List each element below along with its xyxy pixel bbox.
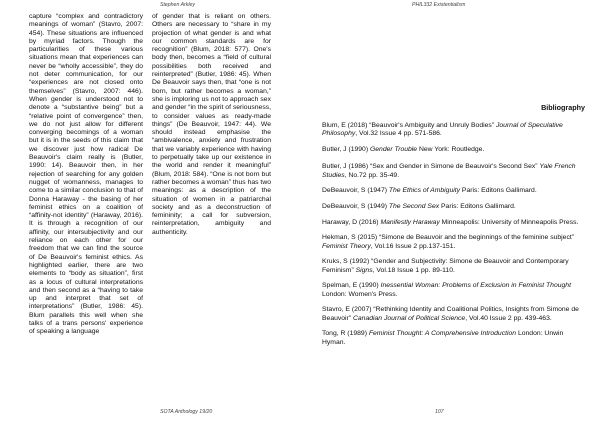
bibliography-entry	[322, 122, 584, 139]
entry-title: The Second Sex	[388, 203, 440, 210]
entry-title: Journal of Speculative Philosophy	[322, 122, 563, 138]
entry-publication: , No.72 pp. 35-49.	[344, 171, 400, 179]
bibliography-entry	[322, 187, 584, 195]
bibliography-entry	[322, 258, 584, 275]
body-paragraph: of gender that is reliant on others. Others are necessary to “share in my projection of what gender is and what our common standards are for recognition” (Blum, 2018: 577). One's body then, becomes a “field of cultural possibilities both received and reinterpreted” (Butler, 1986: 45). When De Beauvoir says then, that “one is not born, but rather becomes a woman,” she is imploring us not to approach sex and gender “in the spirit of seriousness, to consider values as ready-made things” (De Beauvoir, 1947: 44). We should instead emphasise the “ambivalence, anxiety and frustration that we variably experience with having to perpetually take up our existence in the world and render it meaningful” (Blum, 2018: 584). “One is not born but rather becomes a woman” thus has two meanings: as a description of the situation of women in a patriarchal society and as a deconstruction of femininity; a call for subversion, reinterpretation, ambiguity and authenticity.	[152, 13, 272, 236]
entry-citation: Tong, R (1989)	[322, 330, 369, 338]
entry-publication: Paris: Editons Gallimard.	[439, 203, 516, 210]
entry-citation: Spelman, E (1990)	[322, 282, 381, 290]
entry-publication: London: Unwin Hyman.	[322, 330, 564, 346]
page-number: 107	[435, 409, 444, 415]
bibliography-entry	[322, 306, 584, 323]
entry-publication: , Vol.40 Issue 2 pp. 439-463.	[465, 314, 552, 322]
entry-citation: Blum, E (2018) “Beauvoir's Ambiguity and Unruly Bodies”	[322, 122, 496, 129]
entry-publication: , Vol.32 Issue 4 pp. 571-586.	[355, 130, 442, 138]
bibliography-list	[322, 122, 584, 354]
entry-title: Inessential Woman: Problems of Exclusion in Feminist Thought	[380, 282, 571, 290]
bibliography-entry	[322, 330, 584, 347]
bibliography-heading: Bibliography	[541, 103, 585, 112]
bibliography-entry	[322, 203, 584, 211]
entry-publication: Minneapolis: University of Minneapolis Press.	[439, 218, 579, 226]
entry-title: Yale French Studies	[322, 163, 576, 179]
bibliography-entry	[322, 219, 584, 227]
entry-citation: Kruks, S (1992) “Gender and Subjectivity: Simone de Beauvoir and Contemporary Feminism”	[322, 258, 569, 274]
bibliography-entry	[322, 282, 584, 299]
left-page	[0, 0, 290, 425]
entry-publication: Paris: Editons Gallimard.	[460, 187, 537, 195]
entry-citation: Butler, J (1986) “Sex and Gender in Simone de Beauvoir's Second Sex”	[322, 163, 540, 171]
entry-title: Gender Trouble	[369, 146, 418, 153]
entry-title: Canadian Journal of Political Science	[352, 314, 466, 322]
body-paragraph: capture “complex and contradictory meanings of woman” (Stavro, 2007: 454). These situations are influenced by myriad factors. Though the particularities of these various situations mean that experiences can never be “wholly accessible”, they do not deter communication, for our “experiences are not closed onto themselves” (Stavro, 2007: 446). When gender is understood not to denote a “substantive being” but a “relative point of convergence” then, we do not just allow for different converging becomings of a woman but it is in the seeds of this claim that we discover just how radical De Beauvoir's claim really is (Butler, 1990: 14). Beauvoir then, in her rejection of searching for any golden nugget of womanness, manages to come to a similar conclusion to that of Donna Haraway - the basing of her feminist ethics on a coalition of “affinity-not identity” (Haraway, 2016). It is through a recognition of our affinity, our intersubjectivity and our reliance on each other for our freedom that we can find the source of De Beauvoir's feminist ethics. As highlighted earlier, there are two elements to “body as situation”, first as a locus of cultural interpretations and then second as a “having to take up and interpret that set of interpretations” (Butler, 1986: 45). Blum parallels this well when she talks of a trans persons' experience of speaking a language	[29, 13, 143, 336]
entry-publication: , Vol.16 Issue 2 pp.137-151.	[370, 242, 456, 250]
bibliography-entry	[322, 163, 584, 180]
entry-citation: DeBeauvoir, S (1947)	[322, 187, 389, 195]
entry-citation: Stavro, E (2007) “Rethinking Identity and Coalitional Politics, Insights from Simone de Beauvoir”	[322, 306, 579, 322]
text-column-2	[152, 13, 271, 237]
text-column-1	[29, 13, 143, 337]
entry-citation: Haraway, D (2016)	[322, 218, 381, 226]
entry-citation: DeBeauvoir, S (1949)	[322, 203, 389, 210]
right-page	[300, 0, 600, 425]
entry-title: Signs	[355, 266, 373, 274]
entry-title: The Ethics of Ambiguity	[388, 187, 461, 195]
running-head-course: PHIL332 Existentialism	[412, 2, 466, 8]
bibliography-entry	[322, 146, 584, 154]
entry-publication: New York: Routledge.	[417, 146, 485, 153]
entry-title: Feminist Thought: A Comprehensive Introduction	[368, 330, 517, 338]
entry-publication: London: Women's Press.	[322, 290, 398, 298]
bibliography-entry	[322, 234, 584, 251]
running-head-author: Stephen Arkley	[160, 2, 195, 8]
entry-title: Feminist Theory	[322, 242, 371, 250]
entry-title: Manifestly Haraway	[380, 218, 440, 226]
entry-citation: Butler, J (1990)	[322, 146, 370, 153]
entry-citation: Hekman, S (2015) “Simone de Beauvoir and the beginnings of the feminine subject”	[322, 234, 575, 242]
entry-publication: , Vol.18 Issue 1 pp. 89-110.	[372, 266, 455, 274]
running-foot-anthology: SOTA Anthology 19/20	[160, 409, 213, 415]
